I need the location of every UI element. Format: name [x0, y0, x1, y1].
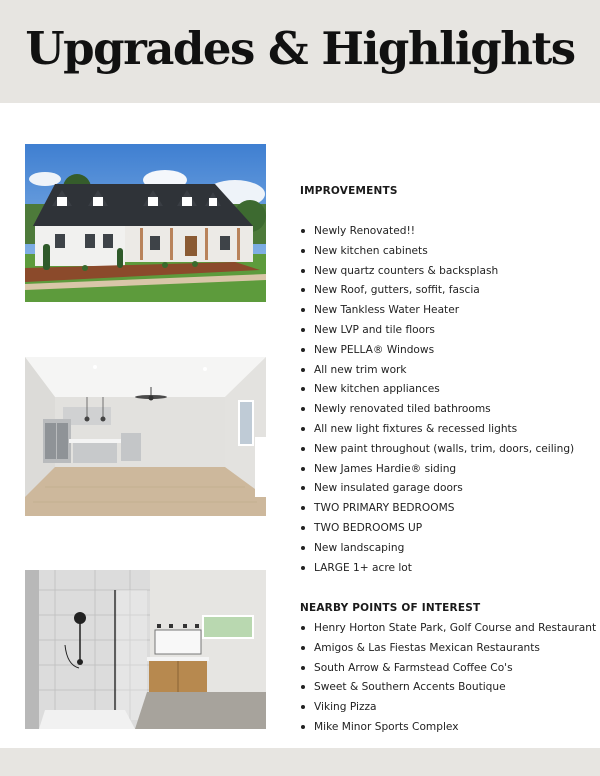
list-item: New Tankless Water Heater	[300, 304, 574, 324]
list-item: LARGE 1+ acre lot	[300, 562, 574, 582]
list-item: South Arrow & Farmstead Coffee Co's	[300, 662, 596, 682]
list-item: Henry Horton State Park, Golf Course and Restaurant	[300, 622, 596, 642]
list-item: Mike Minor Sports Complex	[300, 721, 596, 741]
list-item: Newly renovated tiled bathrooms	[300, 403, 574, 423]
points-of-interest-list	[300, 622, 596, 741]
points-of-interest-heading: NEARBY POINTS OF INTEREST	[300, 602, 481, 614]
list-item: New Roof, gutters, soffit, fascia	[300, 284, 574, 304]
list-item: New quartz counters & backsplash	[300, 265, 574, 285]
list-item: New insulated garage doors	[300, 482, 574, 502]
list-item: Viking Pizza	[300, 701, 596, 721]
improvements-list	[300, 225, 574, 581]
list-item: New James Hardie® siding	[300, 463, 574, 483]
list-item: New kitchen appliances	[300, 383, 574, 403]
bathroom-photo	[25, 570, 266, 729]
list-item: New paint throughout (walls, trim, doors, ceiling)	[300, 443, 574, 463]
list-item: New landscaping	[300, 542, 574, 562]
house-exterior-photo	[25, 144, 266, 302]
list-item: Sweet & Southern Accents Boutique	[300, 681, 596, 701]
page-title: Upgrades & Highlights	[25, 22, 575, 75]
list-item: Amigos & Las Fiestas Mexican Restaurants	[300, 642, 596, 662]
list-item: All new light fixtures & recessed lights	[300, 423, 574, 443]
footer-band	[0, 748, 600, 776]
list-item: All new trim work	[300, 364, 574, 384]
list-item: Newly Renovated!!	[300, 225, 574, 245]
living-room-photo	[25, 357, 266, 516]
list-item: New PELLA® Windows	[300, 344, 574, 364]
list-item: TWO PRIMARY BEDROOMS	[300, 502, 574, 522]
list-item: TWO BEDROOMS UP	[300, 522, 574, 542]
list-item: New LVP and tile floors	[300, 324, 574, 344]
improvements-heading: IMPROVEMENTS	[300, 185, 398, 197]
list-item: New kitchen cabinets	[300, 245, 574, 265]
